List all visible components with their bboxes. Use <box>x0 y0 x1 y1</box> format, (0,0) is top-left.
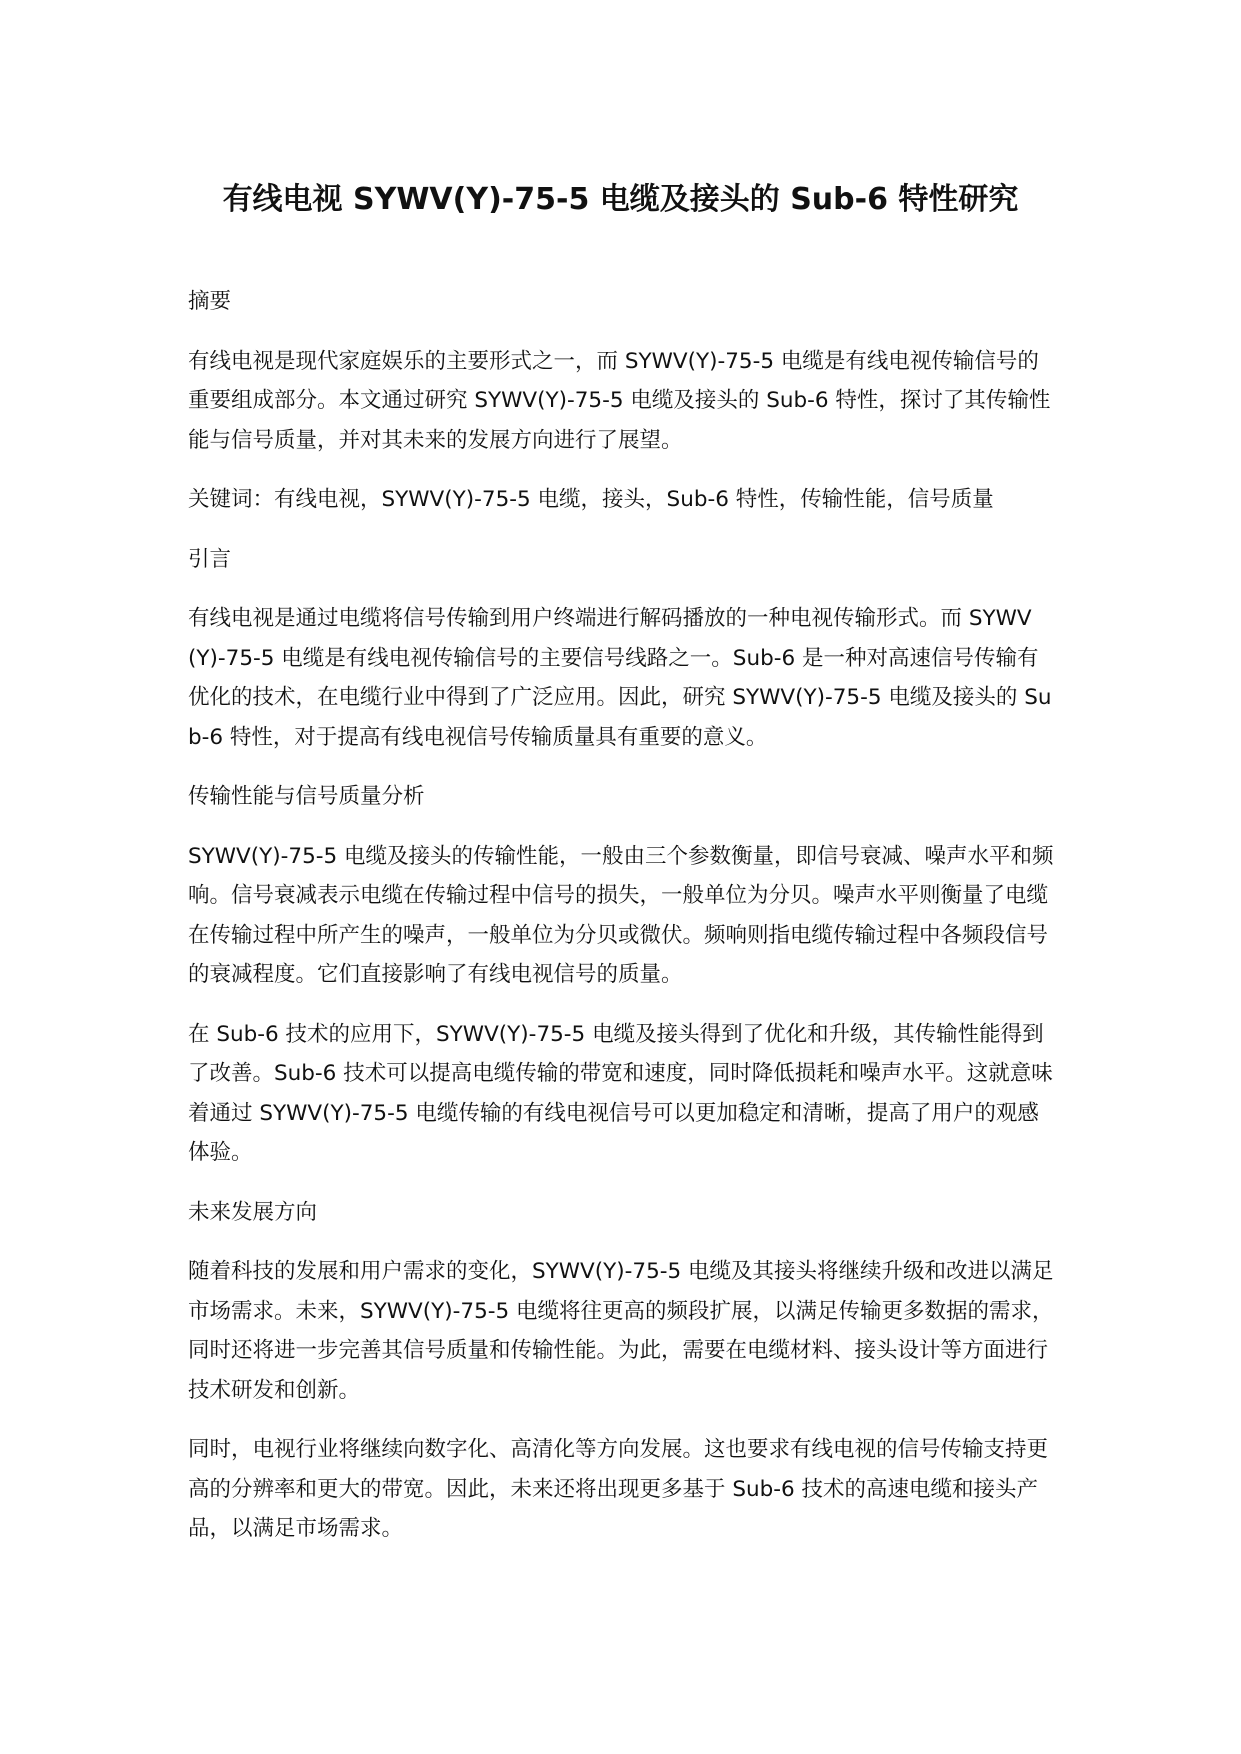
section-heading-performance-analysis: 传输性能与信号质量分析 <box>188 784 425 809</box>
section-heading-introduction: 引言 <box>188 546 232 572</box>
future-paragraph-1: 随着科技的发展和用户需求的变化，SYWV(Y)-75-5 电缆及其接头将继续升级和改进以满足市场需求。未来，SYWV(Y)-75-5 电缆将往更高的频段扩展，以满足传输更多数据的需求，同时还将进一步完善其信号质量和传输性能。为此，需要在电缆材料、接头设计等方面进行技术研发和创新。 <box>188 1259 1054 1403</box>
section-heading-future-development: 未来发展方向 <box>188 1199 318 1225</box>
section-heading-abstract: 摘要 <box>188 289 232 314</box>
keywords-paragraph: 关键词：有线电视，SYWV(Y)-75-5 电缆，接头，Sub-6 特性，传输性能，信号质量 <box>188 487 994 512</box>
introduction-paragraph: 有线电视是通过电缆将信号传输到用户终端进行解码播放的一种电视传输形式。而 SYWV(Y)-75-5 电缆是有线电视传输信号的主要信号线路之一。Sub-6 是一种对高速信号传输有优化的技术，在电缆行业中得到了广泛应用。因此，研究 SYWV(Y)-75-5 电缆及接头的 Sub-6 特性，对于提高有线电视信号传输质量具有重要的意义。 <box>188 606 1052 750</box>
abstract-paragraph: 有线电视是现代家庭娱乐的主要形式之一，而 SYWV(Y)-75-5 电缆是有线电视传输信号的重要组成部分。本文通过研究 SYWV(Y)-75-5 电缆及接头的 Sub-6 特性，探讨了其传输性能与信号质量，并对其未来的发展方向进行了展望。 <box>188 348 1051 453</box>
future-paragraph-2: 同时，电视行业将继续向数字化、高清化等方向发展。这也要求有线电视的信号传输支持更高的分辨率和更大的带宽。因此，未来还将出现更多基于 Sub-6 技术的高速电缆和接头产品，以满足市场需求。 <box>188 1437 1049 1541</box>
performance-paragraph-1: SYWV(Y)-75-5 电缆及接头的传输性能，一般由三个参数衡量，即信号衰减、噪声水平和频响。信号衰减表示电缆在传输过程中信号的损失，一般单位为分贝。噪声水平则衡量了电缆在传输过程中所产生的噪声，一般单位为分贝或微伏。频响则指电缆传输过程中各频段信号的衰减程度。它们直接影响了有线电视信号的质量。 <box>188 843 1054 987</box>
document-body <box>188 282 1058 1569</box>
document-title: 有线电视 SYWV(Y)-75-5 电缆及接头的 Sub-6 特性研究 <box>222 182 1019 217</box>
performance-paragraph-2: 在 Sub-6 技术的应用下，SYWV(Y)-75-5 电缆及接头得到了优化和升级，其传输性能得到了改善。Sub-6 技术可以提高电缆传输的带宽和速度，同时降低损耗和噪声水平。这就意味着通过 SYWV(Y)-75-5 电缆传输的有线电视信号可以更加稳定和清晰，提高了用户的观感体验。 <box>188 1021 1053 1165</box>
